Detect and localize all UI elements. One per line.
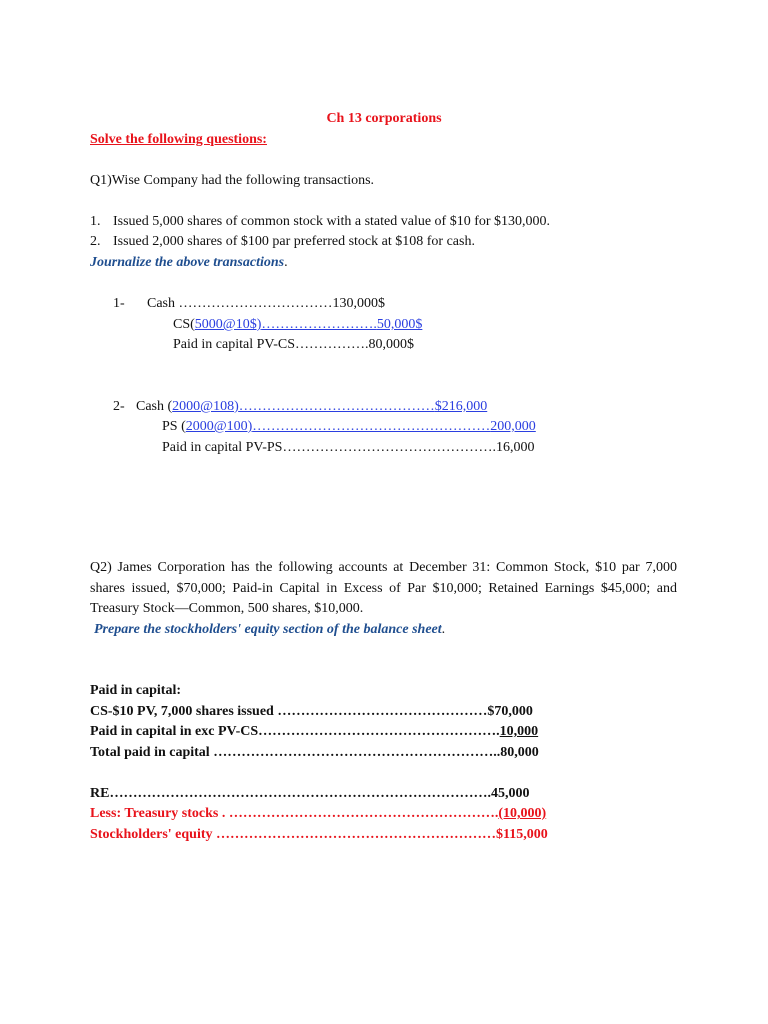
q2-row-total <box>90 744 539 762</box>
q1-task: Journalize the above transactions. <box>90 255 288 270</box>
q2-row-pic-amount: 10,000 <box>499 724 539 739</box>
entry1-cash-dots: …………………………… <box>175 296 333 311</box>
q2-row-equity-amount: $115,000 <box>496 827 548 842</box>
q2-row-equity <box>90 826 548 844</box>
instruction-heading: Solve the following questions: <box>90 132 267 147</box>
q1-item-1 <box>90 213 550 231</box>
q2-row-re-dots: ………………………………………………………………………. <box>109 786 491 801</box>
entry1-cs-amount[interactable]: 50,000$ <box>376 317 423 332</box>
entry1-pic-label: Paid in capital PV-CS <box>173 337 295 352</box>
q2-row-total-label: Total paid in capital <box>90 745 214 760</box>
q2-row-pic <box>90 723 538 741</box>
q2-row-treasury-dots: …………………………………………………. <box>228 806 499 821</box>
entry2-pic-dots: ………………………………………. <box>282 440 496 455</box>
q2-row-cs-dots: ……………………………………… <box>277 704 488 719</box>
q1-intro: Q1)Wise Company had the following transactions. <box>90 173 375 188</box>
q2-row-cs-amount: $70,000 <box>487 704 533 719</box>
q1-task-text: Journalize the above transactions <box>90 255 285 270</box>
entry2-cash-label: Cash ( <box>136 399 173 414</box>
q1-item-2-text: Issued 2,000 shares of $100 par preferred stock at $108 for cash. <box>113 234 475 249</box>
q2-row-treasury <box>90 805 546 823</box>
q2-row-pic-label: Paid in capital in exc PV-CS <box>90 724 259 739</box>
entry2-number: 2- <box>113 399 125 414</box>
entry1-number: 1- <box>113 296 125 311</box>
q2-row-equity-dots: …………………………………………………… <box>216 827 497 842</box>
q2-section-header: Paid in capital: <box>90 683 182 698</box>
q2-row-re-amount: 45,000 <box>490 786 530 801</box>
entry1-cs-dots[interactable]: ……………………. <box>261 317 377 332</box>
q2-row-cs-label: CS-$10 PV, 7,000 shares issued <box>90 704 278 719</box>
q1-item-1-text: Issued 5,000 shares of common stock with a stated value of $10 for $130,000. <box>113 214 551 229</box>
q2-row-re-label: RE <box>90 786 110 801</box>
entry1-cash-line <box>113 295 385 313</box>
q2-row-equity-label: Stockholders' equity <box>90 827 217 842</box>
q1-item-2 <box>90 233 475 251</box>
q2-body: Q2) James Corporation has the following accounts at December 31: Common Stock, $10 par 7,000 shares issued, $70,000; Paid-in Capital in Excess of Par $10,000; Retained Earnings $45,000; and Treasury Stock—Common, 500 shares, $10,000. <box>90 560 677 616</box>
q2-row-total-amount: 80,000 <box>500 745 539 760</box>
entry2-pic-line <box>162 439 534 457</box>
entry2-ps-prefix: PS ( <box>162 419 186 434</box>
q2-row-total-dots: …………………………………………………….. <box>213 745 501 760</box>
entry2-cash-link[interactable]: 2000@108) <box>172 399 239 414</box>
q2-row-cs <box>90 703 533 721</box>
entry1-pic-amount: 80,000$ <box>368 337 414 352</box>
q1-item-2-number: 2. <box>90 234 101 249</box>
entry2-ps-amount[interactable]: 200,000 <box>490 419 536 434</box>
entry1-cs-line <box>173 316 422 334</box>
page-title: Ch 13 corporations <box>326 111 442 126</box>
q2-row-pic-dots: ……………………………………………. <box>258 724 500 739</box>
entry1-cs-prefix: CS( <box>173 317 195 332</box>
entry2-cash-dots[interactable]: …………………………………… <box>238 399 435 414</box>
entry2-pic-amount: 16,000 <box>495 440 535 455</box>
entry1-cs-link[interactable]: 5000@10$) <box>194 317 262 332</box>
q2-row-treasury-amount: (10,000) <box>498 806 547 821</box>
q2-row-treasury-label: Less: Treasury stocks . <box>90 806 229 821</box>
entry1-cash-amount: 130,000$ <box>332 296 385 311</box>
entry2-ps-line <box>162 418 536 436</box>
entry1-pic-line <box>173 336 414 354</box>
q1-item-1-number: 1. <box>90 214 101 229</box>
entry2-pic-label: Paid in capital PV-PS <box>162 440 283 455</box>
entry2-ps-dots[interactable]: …………………………………………… <box>252 419 491 434</box>
entry2-ps-link[interactable]: 2000@100) <box>185 419 253 434</box>
entry2-cash-amount[interactable]: $216,000 <box>434 399 488 414</box>
entry2-cash-line <box>113 398 487 416</box>
q2-row-re <box>90 785 529 803</box>
entry1-pic-dots: ……………. <box>295 337 369 352</box>
entry1-cash-label: Cash <box>147 296 175 311</box>
q2-task-text: Prepare the stockholders' equity section of the balance sheet <box>94 622 442 637</box>
q2-task: Prepare the stockholders' equity section of the balance sheet. <box>94 622 446 637</box>
